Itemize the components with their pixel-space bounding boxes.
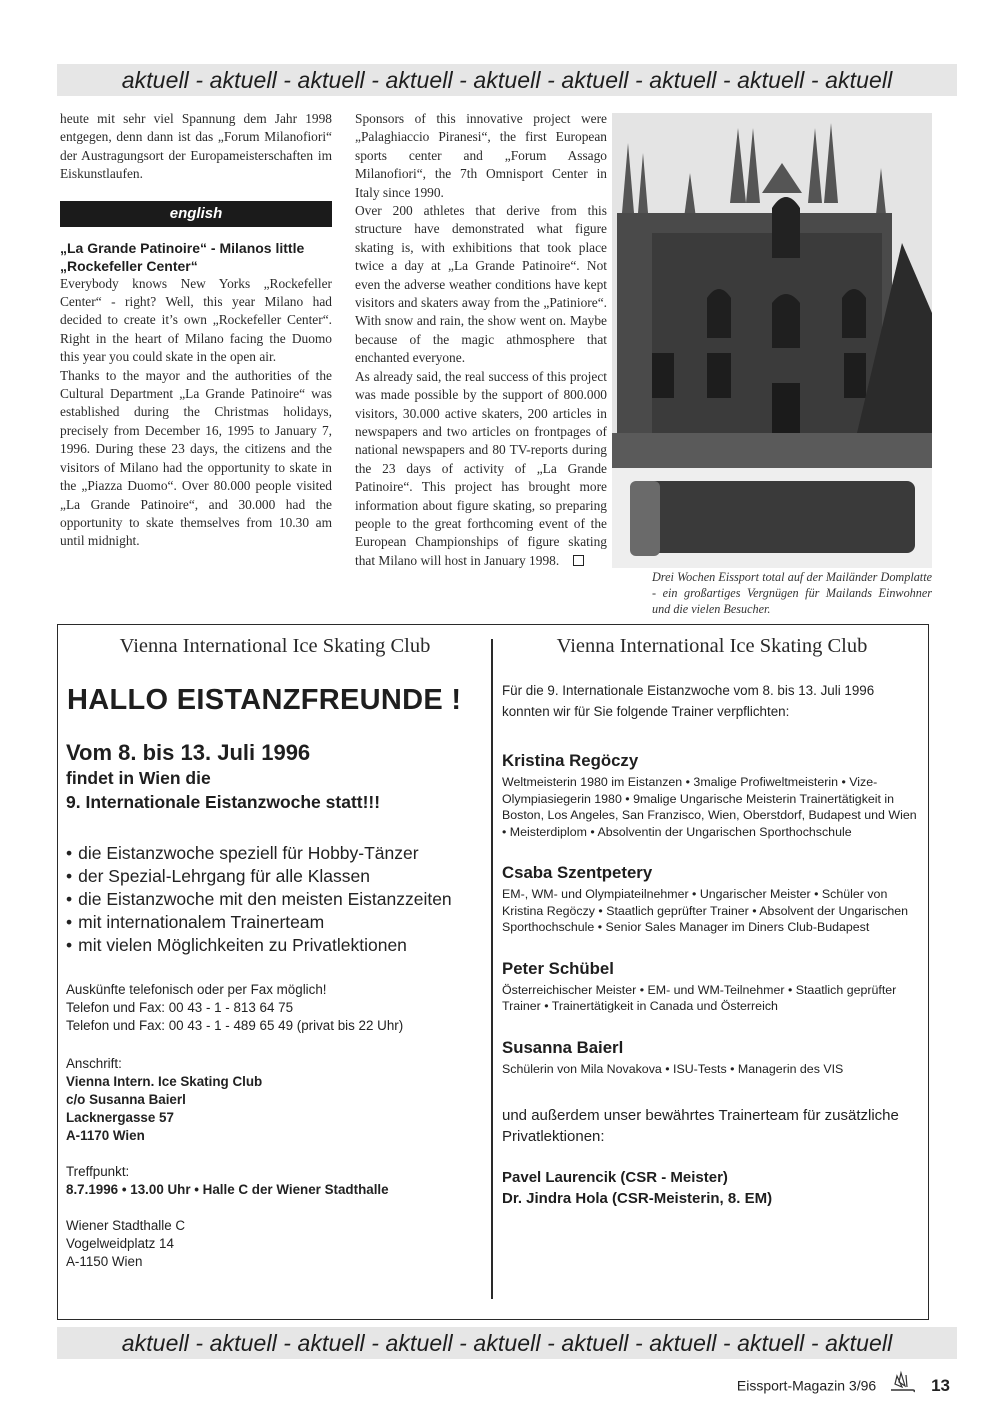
trainer-name: Csaba Szentpetery — [502, 863, 653, 882]
additional-trainer — [502, 1167, 922, 1188]
contact-intro: Auskünfte telefonisch oder per Fax möglich! — [66, 982, 327, 997]
additional-trainers — [502, 1167, 922, 1209]
top-header-band: aktuell - aktuell - aktuell - aktuell - aktuell - aktuell - aktuell - aktuell - aktuell — [57, 64, 957, 96]
trainer-description: Österreichischer Meister • EM- und WM-Teilnehmer • Staatlich geprüfter Trainer • Trainertätigkeit in Canada und Österreich — [502, 982, 897, 1013]
ad-left-column — [66, 625, 484, 1315]
article-column-1 — [60, 110, 332, 551]
end-of-article-box-icon — [573, 555, 584, 566]
feature-item: • mit internationalem Trainerteam — [66, 911, 484, 934]
trainer-name: Susanna Baierl — [502, 1037, 624, 1057]
meeting-point — [66, 1163, 484, 1199]
magazine-issue: Eissport-Magazin 3/96 — [736, 1377, 877, 1394]
feature-item: • der Spezial-Lehrgang für alle Klassen — [66, 865, 484, 888]
feature-item: • die Eistanzwoche speziell für Hobby-Tänzer — [66, 842, 484, 865]
paragraph: Everybody knows New Yorks „Rockefeller Center“ - right? Well, this year Milano had decided to create it’s own „Rockefeller Center“. Right in the heart of Milano facing the Duomo this year you could skate in the open air. — [60, 275, 332, 365]
club-name: Vienna International Ice Skating Club — [119, 635, 431, 657]
venue-line: Vogelweidplatz 14 — [66, 1236, 174, 1251]
phone-fax-1: Telefon und Fax: 00 43 - 1 - 813 64 75 — [66, 1000, 294, 1015]
additional-trainer — [502, 1188, 922, 1209]
address-line: A-1170 Wien — [66, 1128, 145, 1143]
cathedral-illustration — [612, 113, 932, 568]
club-name: Vienna International Ice Skating Club — [556, 635, 868, 657]
venue-line: Wiener Stadthalle C — [66, 1218, 186, 1233]
trainer-intro: Für die 9. Internationale Eistanzwoche vom 8. bis 13. Juli 1996 konnten wir für Sie folgende Trainer verpflichten: — [502, 683, 875, 719]
feature-list — [66, 842, 484, 957]
paragraph-text: As already said, the real success of this project was made possible by the support of 800.000 visitors, 30.000 active skaters, 200 articles in newspapers and two articles on frontpages of national newspapers and 80 TV-reports during the 23 days of activity of „La Grande Patinoire“. This project has brought more information about figure skating, so preparing people to the great forthcoming event of the European Championships of figure skating that Milano will host in January 1998. — [355, 368, 607, 568]
phone-fax-2: Telefon und Fax: 00 43 - 1 - 489 65 49 (privat bis 22 Uhr) — [66, 1018, 404, 1033]
event-subline-2: 9. Internationale Eistanzwoche statt!!! — [66, 792, 381, 812]
venue-line: A-1150 Wien — [66, 1254, 143, 1269]
contact-info — [66, 981, 484, 1035]
event-subline-1: findet in Wien die — [66, 768, 211, 788]
feature-item: • die Eistanzwoche mit den meisten Eistanzzeiten — [66, 888, 484, 911]
article-title-line-1: „La Grande Patinoire“ - Milanos little — [60, 239, 305, 256]
address-line: Lacknergasse 57 — [66, 1110, 174, 1125]
german-text-tail: heute mit sehr viel Spannung dem Jahr 1998 entgegen, denn dann ist das „Forum Milanofiori“ der Austragungsort der Europameisterschaften im Eiskunstlaufen. — [60, 111, 332, 182]
trainer-description: Schülerin von Mila Novakova • ISU-Tests • Managerin des VIS — [502, 1061, 844, 1076]
trainer-description: EM-, WM- und Olympiateilnehmer • Ungarischer Meister • Schüler von Kristina Regöczy • Staatlich geprüfter Trainer • Absolvent der Ungarischen Sporthochschule • Senior Sales Manager im Diners Club-Budapest — [502, 887, 909, 934]
meeting-label: Treffpunkt: — [66, 1164, 130, 1179]
additional-trainer-name: Dr. Jindra Hola — [502, 1190, 608, 1207]
vis-advertisement — [57, 624, 929, 1320]
additional-trainer-note: (CSR-Meisterin, 8. EM) — [612, 1190, 773, 1207]
address-line: c/o Susanna Baierl — [66, 1092, 186, 1107]
bottom-header-band: aktuell - aktuell - aktuell - aktuell - aktuell - aktuell - aktuell - aktuell - aktuell — [57, 1327, 957, 1359]
page-footer — [737, 1370, 950, 1401]
photo-caption: Drei Wochen Eissport total auf der Mailänder Domplatte - ein großartiges Vergnügen für Mailands Einwohner und die vielen Besucher. — [652, 570, 932, 616]
trainer-name: Kristina Regöczy — [502, 751, 639, 770]
paragraph — [355, 368, 607, 570]
paragraph: Thanks to the mayor and the authorities of the Cultural Department „La Grande Patinoire“ was established during the Christmas holidays, precisely from December 16, 1995 to January 7, 1996. During these 23 days, the citizens and the visitors of Milano had the opportunity to skate in the „Piazza Duomo“. Over 80.000 people visited „La Grande Patinoire“, and 30.000 had the opportunity to skate themselves from 10.30 am until midnight. — [60, 367, 332, 549]
postal-address — [66, 1055, 484, 1145]
article-title-line-2: „Rockefeller Center“ — [60, 257, 198, 274]
additional-trainers-intro: und außerdem unser bewährtes Trainerteam für zusätzliche Privatlektionen: — [502, 1107, 899, 1145]
meeting-value: 8.7.1996 • 13.00 Uhr • Halle C der Wiener Stadthalle — [66, 1182, 389, 1197]
additional-trainer-name: Pavel Laurencik — [502, 1169, 617, 1186]
trainer-name: Peter Schübel — [502, 958, 614, 978]
article-title — [60, 239, 332, 275]
paragraph: Over 200 athletes that derive from this structure have demonstrated what figure skating is, with exhibitions that took place twice a day at „La Grande Patinoire“. Not even the adverse weather conditions have kept visitors and skaters away from the „Patiniore“. With snow and rain, the show went on. Maybe because of the magic athmosphere that enchanted everyone. — [355, 203, 607, 366]
additional-trainer-note: (CSR - Meister) — [620, 1169, 728, 1186]
address-line: Vienna Intern. Ice Skating Club — [66, 1074, 263, 1089]
ad-column-divider — [491, 639, 493, 1299]
address-label: Anschrift: — [66, 1056, 122, 1071]
duomo-photo — [612, 113, 932, 568]
language-label-bar: english — [60, 201, 332, 227]
skate-logo-icon — [887, 1370, 917, 1401]
ad-right-column — [502, 625, 922, 1315]
paragraph: Sponsors of this innovative project were „Palaghiaccio Piranesi“, the first European sports center and „Forum Assago Milanofiori“, the 7th Omnisport Center in Italy since 1990. — [355, 111, 607, 200]
article-column-2 — [355, 110, 607, 570]
venue-address — [66, 1217, 484, 1271]
feature-item: • mit vielen Möglichkeiten zu Privatlektionen — [66, 934, 484, 957]
trainer-description: Weltmeisterin 1980 im Eistanzen • 3malige Profiweltmeisterin • Vize-Olympiasiegerin 1980 • 9malige Ungarische Meisterin Trainertätigkeit in Boston, Los Angeles, San Franzisco, Wien, Oberstdorf, Budapest und Wien • Meisterdiplom • Absolventin der Ungarischen Sporthochschule — [502, 775, 917, 839]
page-number: 13 — [931, 1375, 950, 1395]
event-date: Vom 8. bis 13. Juli 1996 — [66, 740, 311, 765]
ad-headline: HALLO EISTANZFREUNDE ! — [67, 684, 462, 716]
